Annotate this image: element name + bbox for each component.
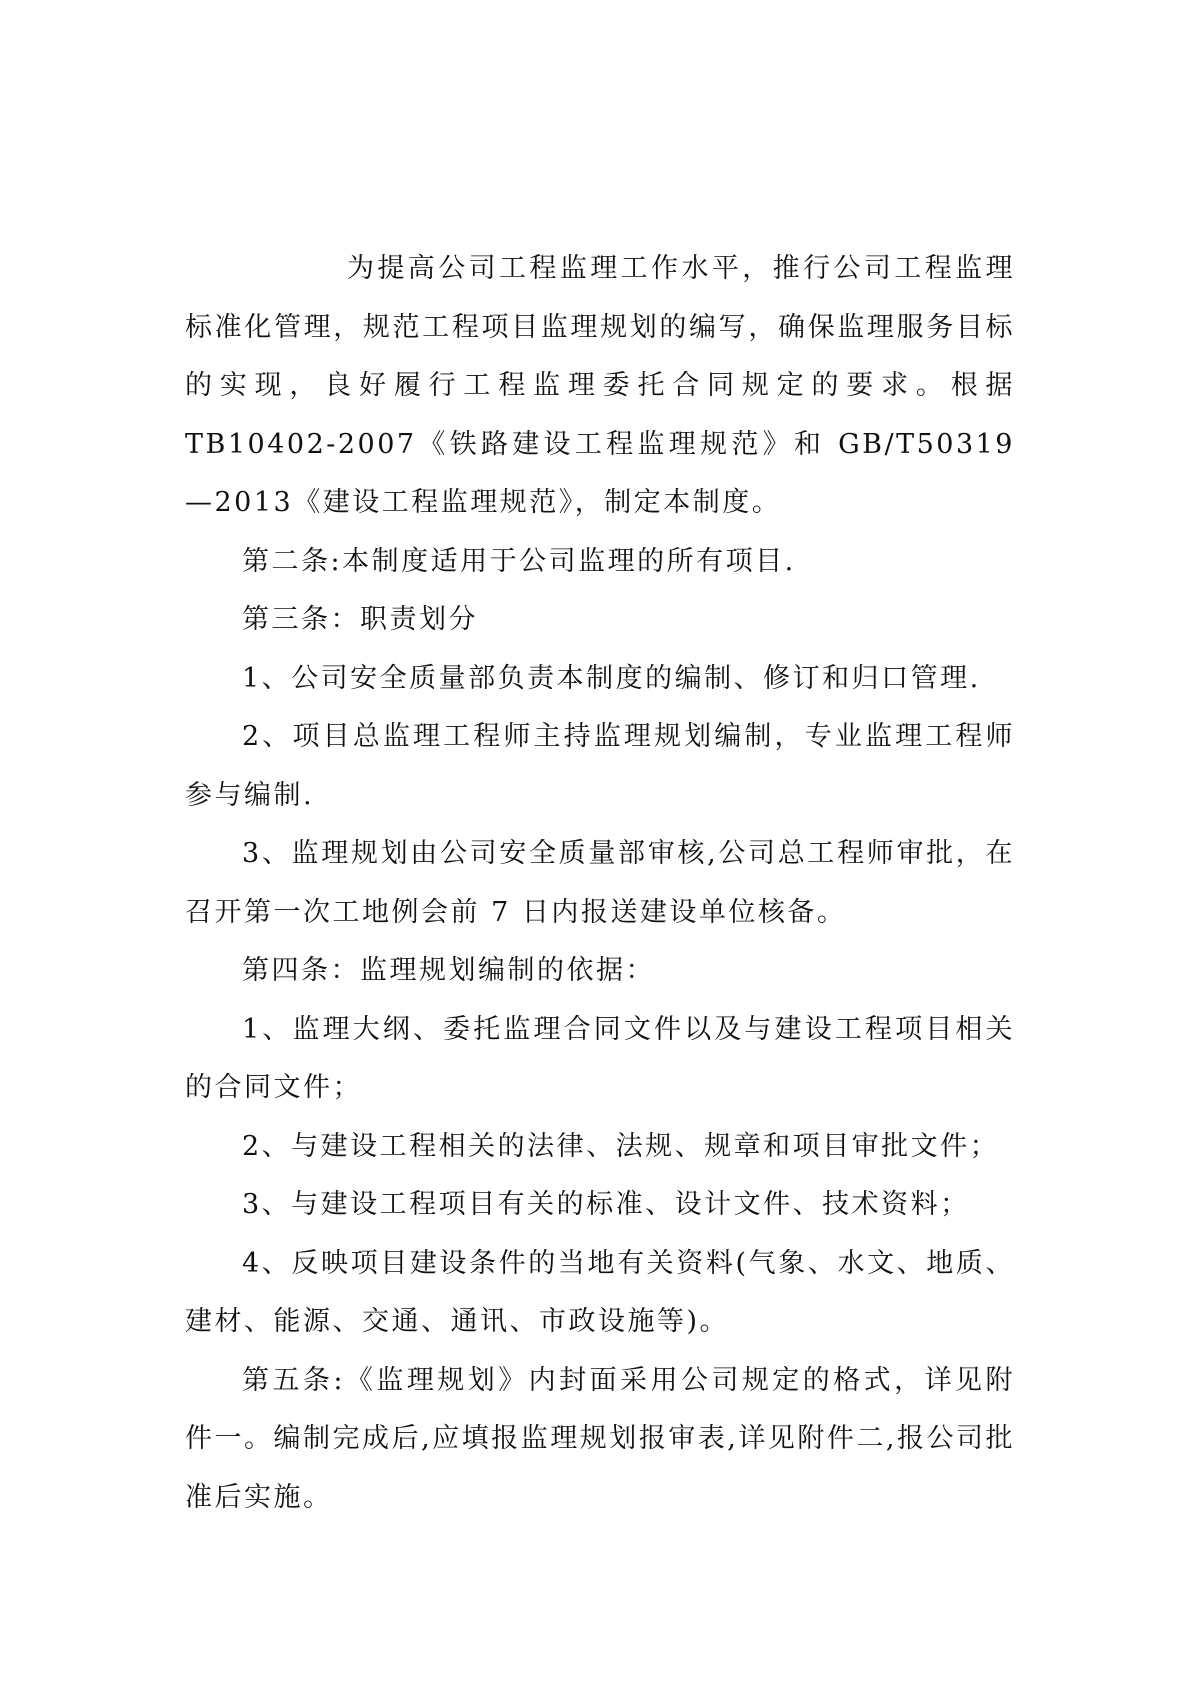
article-4-heading: 第四条：监理规划编制的依据： <box>242 955 655 986</box>
article-3-heading: 第三条：职责划分 <box>242 604 478 635</box>
article-3-item-3: 3、监理规划由公司安全质量部审核,公司总工程师审批，在召开第一次工地例会前 7 日内报送建设单位核备。 <box>185 838 1015 928</box>
document-body <box>185 240 1015 1527</box>
article-4-item-1: 1、监理大纲、委托监理合同文件以及与建设工程项目相关的合同文件； <box>185 1013 1015 1103</box>
intro-paragraph: 为提高公司工程监理工作水平，推行公司工程监理标准化管理，规范工程项目监理规划的编写，确保监理服务目标的实现，良好履行工程监理委托合同规定的要求。根据 TB10402-2007《铁路建设工程监理规范》和 GB/T50319—2013《建设工程监理规范》，制定本制度。 <box>185 253 1015 518</box>
article-5-paragraph: 第五条:《监理规划》内封面采用公司规定的格式，详见附件一。编制完成后,应填报监理规划报审表,详见附件二,报公司批准后实施。 <box>185 1364 1015 1513</box>
article-3-item-2: 2、项目总监理工程师主持监理规划编制，专业监理工程师参与编制. <box>185 721 1015 811</box>
article-2-paragraph: 第二条:本制度适用于公司监理的所有项目. <box>242 545 796 577</box>
article-3-item-1: 1、公司安全质量部负责本制度的编制、修订和归口管理. <box>242 662 981 694</box>
article-4-item-4: 4、反映项目建设条件的当地有关资料(气象、水文、地质、建材、能源、交通、通讯、市政设施等)。 <box>185 1247 1015 1337</box>
article-4-item-2: 2、与建设工程相关的法律、法规、规章和项目审批文件； <box>242 1130 1000 1162</box>
article-4-item-3: 3、与建设工程项目有关的标准、设计文件、技术资料； <box>242 1189 970 1220</box>
